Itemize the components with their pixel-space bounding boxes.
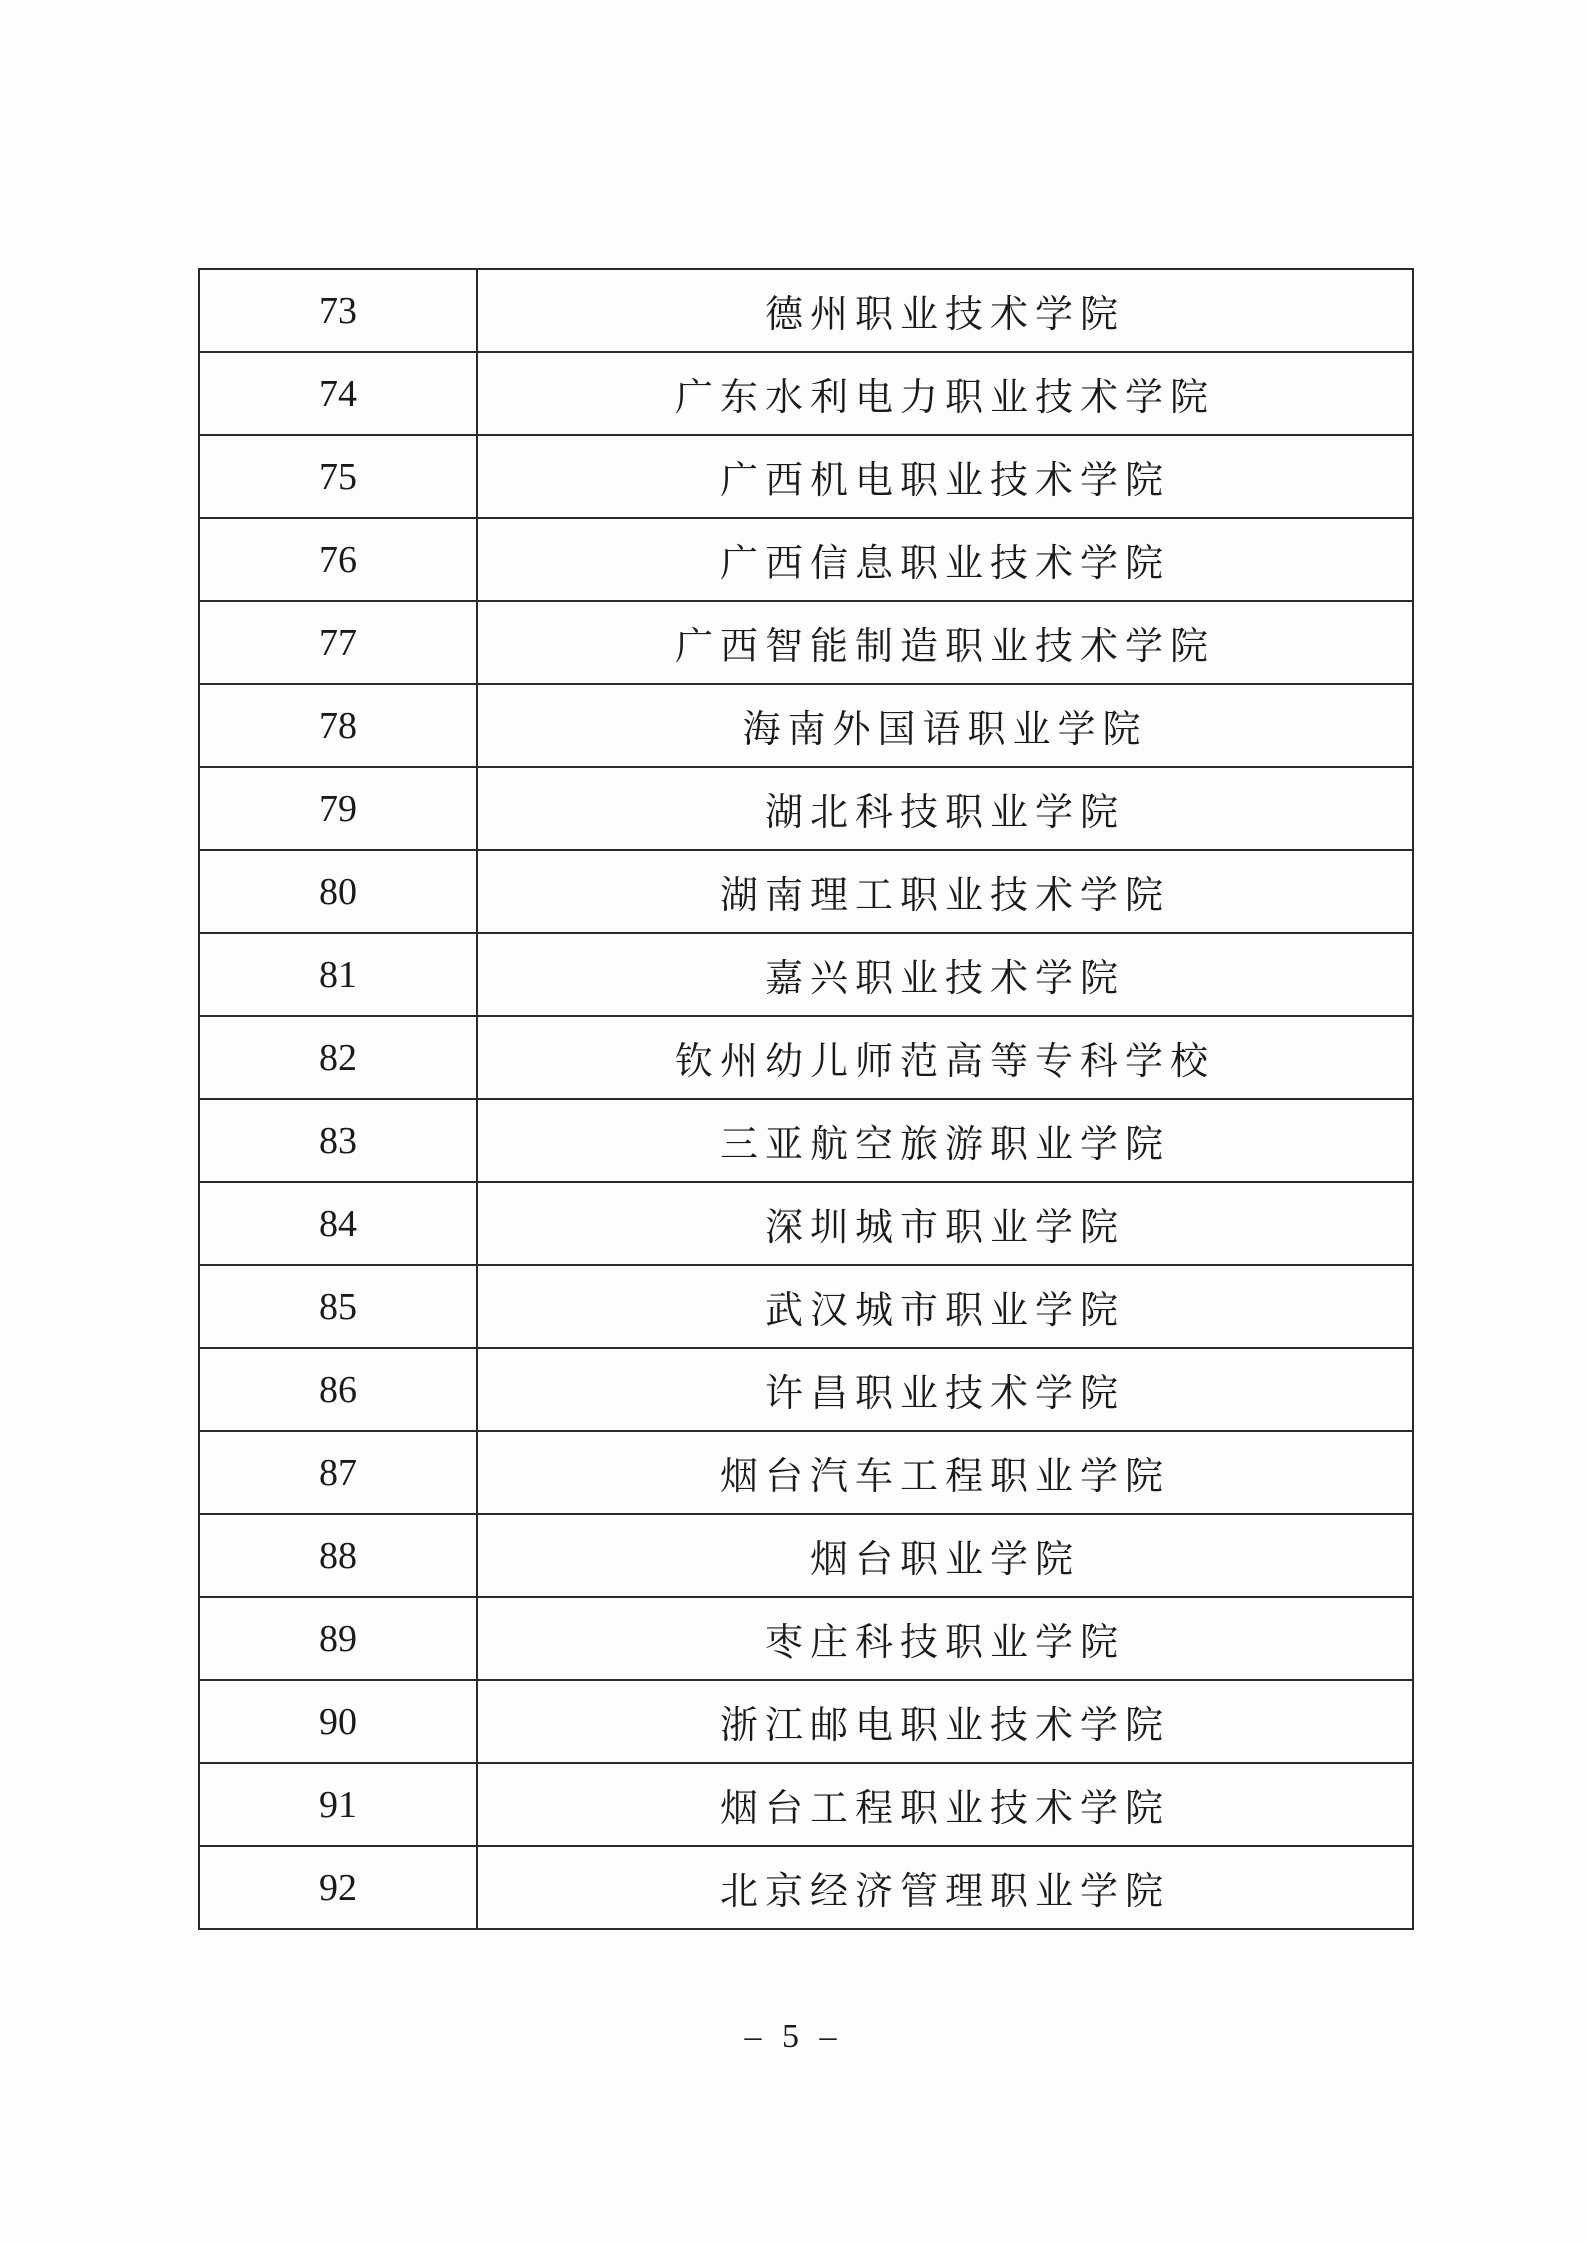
institution-name: 三亚航空旅游职业学院	[477, 1099, 1413, 1182]
institution-name: 浙江邮电职业技术学院	[477, 1680, 1413, 1763]
table-row	[199, 767, 1413, 850]
row-number: 74	[199, 352, 477, 435]
table-row	[199, 269, 1413, 352]
row-number: 92	[199, 1846, 477, 1929]
row-number: 84	[199, 1182, 477, 1265]
page-number: – 5 –	[744, 2018, 843, 2055]
table-row	[199, 1099, 1413, 1182]
institution-name: 枣庄科技职业学院	[477, 1597, 1413, 1680]
row-number: 86	[199, 1348, 477, 1431]
institution-name: 深圳城市职业学院	[477, 1182, 1413, 1265]
row-number: 73	[199, 269, 477, 352]
institution-name: 广西机电职业技术学院	[477, 435, 1413, 518]
institution-name: 许昌职业技术学院	[477, 1348, 1413, 1431]
table-row	[199, 1431, 1413, 1514]
row-number: 81	[199, 933, 477, 1016]
institution-name: 德州职业技术学院	[477, 269, 1413, 352]
institution-name: 烟台工程职业技术学院	[477, 1763, 1413, 1846]
table-row	[199, 1016, 1413, 1099]
table-row	[199, 933, 1413, 1016]
row-number: 88	[199, 1514, 477, 1597]
table-row	[199, 684, 1413, 767]
row-number: 77	[199, 601, 477, 684]
row-number: 75	[199, 435, 477, 518]
institution-table-body	[199, 269, 1413, 1929]
institution-name: 湖北科技职业学院	[477, 767, 1413, 850]
institution-name: 钦州幼儿师范高等专科学校	[477, 1016, 1413, 1099]
table-row	[199, 435, 1413, 518]
institution-table	[198, 268, 1414, 1930]
row-number: 82	[199, 1016, 477, 1099]
table-row	[199, 1348, 1413, 1431]
row-number: 87	[199, 1431, 477, 1514]
row-number: 91	[199, 1763, 477, 1846]
table-row	[199, 1846, 1413, 1929]
institution-name: 烟台汽车工程职业学院	[477, 1431, 1413, 1514]
table-row	[199, 1182, 1413, 1265]
table-row	[199, 850, 1413, 933]
table-row	[199, 1265, 1413, 1348]
row-number: 78	[199, 684, 477, 767]
row-number: 79	[199, 767, 477, 850]
institution-name: 烟台职业学院	[477, 1514, 1413, 1597]
institution-name: 海南外国语职业学院	[477, 684, 1413, 767]
row-number: 80	[199, 850, 477, 933]
institution-name: 武汉城市职业学院	[477, 1265, 1413, 1348]
table-row	[199, 1597, 1413, 1680]
table-row	[199, 1514, 1413, 1597]
institution-name: 湖南理工职业技术学院	[477, 850, 1413, 933]
table-row	[199, 1680, 1413, 1763]
institution-name: 广西信息职业技术学院	[477, 518, 1413, 601]
table-row	[199, 601, 1413, 684]
table-row	[199, 1763, 1413, 1846]
institution-name: 嘉兴职业技术学院	[477, 933, 1413, 1016]
row-number: 89	[199, 1597, 477, 1680]
institution-name: 广东水利电力职业技术学院	[477, 352, 1413, 435]
row-number: 90	[199, 1680, 477, 1763]
row-number: 83	[199, 1099, 477, 1182]
institution-name: 广西智能制造职业技术学院	[477, 601, 1413, 684]
table-row	[199, 352, 1413, 435]
row-number: 76	[199, 518, 477, 601]
institution-name: 北京经济管理职业学院	[477, 1846, 1413, 1929]
table-row	[199, 518, 1413, 601]
row-number: 85	[199, 1265, 477, 1348]
